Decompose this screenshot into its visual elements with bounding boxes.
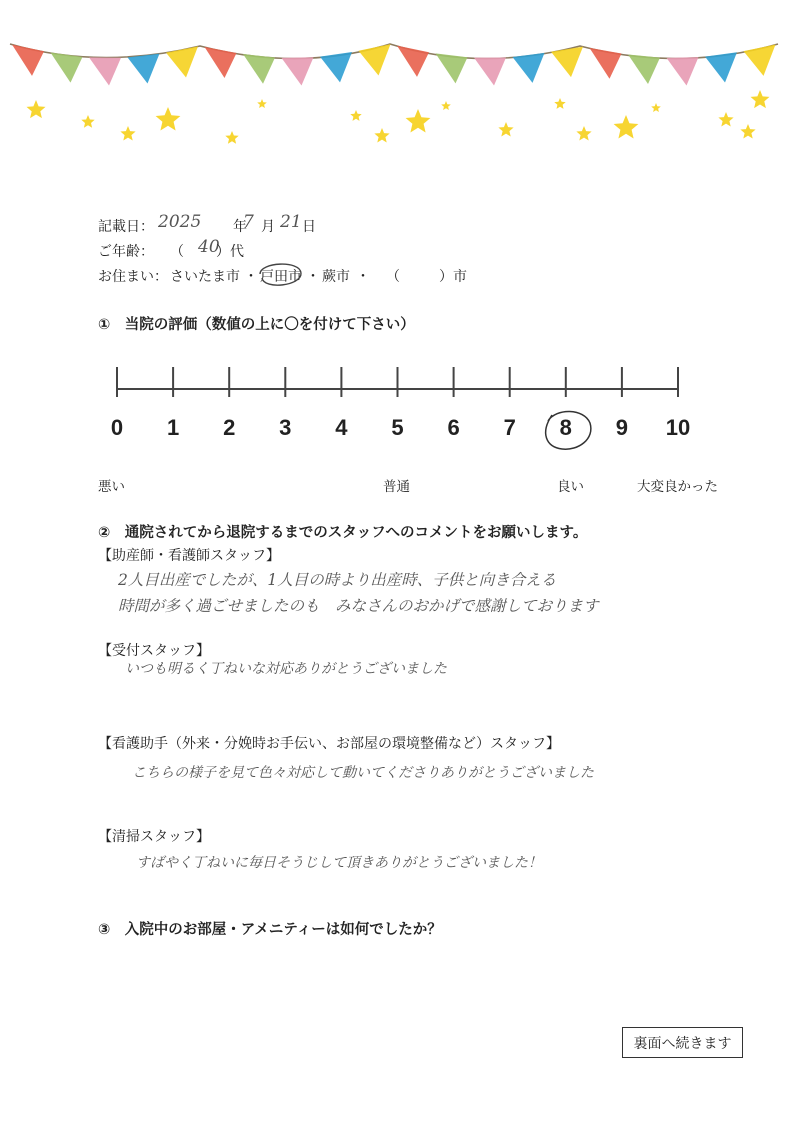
date-year-value[interactable]: 2025 bbox=[158, 212, 202, 232]
star-icon bbox=[120, 126, 135, 141]
date-label: 記載日： bbox=[98, 219, 154, 235]
star-icon bbox=[350, 110, 361, 121]
scale-number-5[interactable]: 5 bbox=[391, 415, 404, 440]
age-close-paren: ）代 bbox=[216, 244, 244, 260]
star-icon bbox=[614, 115, 639, 139]
cleaning-title: 【清掃スタッフ】 bbox=[98, 829, 210, 845]
bunting-flag bbox=[513, 53, 545, 83]
date-month-value[interactable]: 7 bbox=[243, 212, 254, 232]
section2-title: ② 通院されてから退院するまでのスタッフへのコメントをお願いします。 bbox=[98, 525, 588, 541]
bunting-flag bbox=[128, 54, 160, 84]
bunting-flag bbox=[705, 52, 737, 82]
section3-title: ③ 入院中のお部屋・アメニティーは如何でしたか？ bbox=[98, 922, 442, 938]
star-icon bbox=[718, 112, 733, 127]
star-icon bbox=[740, 124, 755, 139]
star-icon bbox=[554, 98, 565, 109]
star-icon bbox=[156, 107, 181, 131]
continue-on-back-box: 裏面へ続きます bbox=[622, 1027, 743, 1058]
scale-label-good: 良い bbox=[557, 479, 584, 495]
reception-title: 【受付スタッフ】 bbox=[98, 643, 210, 659]
address-option-saitama[interactable]: さいたま市 bbox=[170, 269, 240, 285]
bunting-flag bbox=[12, 44, 44, 75]
scale-number-7[interactable]: 7 bbox=[503, 415, 516, 440]
star-icon bbox=[498, 122, 513, 137]
star-icon bbox=[751, 90, 770, 108]
midwife-comment-line2[interactable]: 時間が多く過ごせましたのも みなさんのおかげで感謝しております bbox=[118, 597, 599, 615]
scale-number-3[interactable]: 3 bbox=[279, 415, 292, 440]
bunting-flag bbox=[397, 46, 429, 77]
bunting-flag bbox=[282, 57, 314, 85]
scale-number-8[interactable]: 8 bbox=[559, 415, 572, 440]
scale-label-bad: 悪い bbox=[98, 479, 125, 495]
scale-number-1[interactable]: 1 bbox=[166, 415, 180, 440]
address-separator: ・ bbox=[356, 269, 370, 285]
bunting-flag bbox=[744, 45, 776, 76]
star-icon bbox=[651, 103, 661, 112]
midwife-comment-line1[interactable]: 2人目出産でしたが、1人目の時より出産時、子供と向き合える bbox=[118, 571, 557, 589]
star-icon bbox=[441, 101, 451, 110]
scale-label-great: 大変良かった bbox=[637, 479, 718, 495]
scale-number-4[interactable]: 4 bbox=[335, 415, 348, 440]
nursing-assistant-title: 【看護助手（外来・分娩時お手伝い、お部屋の環境整備など）スタッフ】 bbox=[98, 736, 560, 752]
midwife-nurse-title: 【助産師・看護師スタッフ】 bbox=[98, 548, 280, 564]
scale-number-10[interactable]: 10 bbox=[665, 415, 691, 440]
address-other-open: （ bbox=[386, 269, 400, 285]
bunting-flag bbox=[89, 57, 121, 85]
star-icon bbox=[257, 99, 267, 108]
star-icon bbox=[406, 109, 431, 133]
bunting-flag bbox=[320, 52, 352, 82]
bunting-flag bbox=[359, 44, 391, 75]
star-icon bbox=[374, 128, 389, 143]
bunting-flag bbox=[551, 47, 583, 78]
bunting-flag bbox=[628, 54, 660, 84]
rating-selected-circle bbox=[538, 405, 596, 453]
bunting-flag bbox=[205, 47, 237, 78]
address-other-close[interactable]: ）市 bbox=[439, 269, 467, 285]
day-unit: 日 bbox=[302, 219, 316, 235]
star-icon bbox=[27, 100, 46, 118]
section1-title: ① 当院の評価（数値の上に〇を付けて下さい） bbox=[98, 317, 415, 333]
bunting-flag bbox=[243, 54, 275, 84]
star-icon bbox=[576, 126, 591, 141]
address-option-warabi[interactable]: 蕨市 bbox=[322, 269, 350, 285]
address-label: お住まい： bbox=[98, 269, 168, 285]
toda-selected-circle bbox=[254, 258, 306, 292]
bunting-decoration bbox=[0, 0, 800, 170]
age-value[interactable]: 40 bbox=[198, 237, 220, 257]
cleaning-comment[interactable]: すばやく丁ねいに毎日そうじして頂きありがとうございました！ bbox=[136, 855, 542, 871]
bunting-flag bbox=[667, 57, 699, 85]
age-label: ご年齢： bbox=[98, 244, 154, 260]
rating-scale-line bbox=[108, 355, 693, 405]
star-icon bbox=[225, 131, 238, 144]
scale-number-9[interactable]: 9 bbox=[615, 415, 629, 440]
scale-label-normal: 普通 bbox=[383, 479, 410, 495]
date-day-value[interactable]: 21 bbox=[280, 212, 302, 232]
address-option-toda[interactable]: 戸田市 bbox=[260, 269, 302, 285]
scale-number-2[interactable]: 2 bbox=[223, 415, 236, 440]
scale-number-6[interactable]: 6 bbox=[447, 415, 460, 440]
star-icon bbox=[81, 115, 94, 128]
bunting-flag bbox=[590, 48, 622, 79]
bunting-flag bbox=[474, 57, 506, 85]
year-unit: 年 bbox=[233, 219, 247, 235]
month-unit: 月 bbox=[261, 219, 275, 235]
bunting-flag bbox=[166, 46, 198, 77]
nursing-assistant-comment[interactable]: こちらの様子を見て色々対応して動いてくださりありがとうございました bbox=[132, 765, 594, 781]
bunting-flag bbox=[51, 52, 83, 82]
address-separator: ・ bbox=[244, 269, 258, 285]
age-open-paren: （ bbox=[170, 244, 184, 260]
address-separator: ・ bbox=[306, 269, 320, 285]
reception-comment[interactable]: いつも明るく丁ねいな対応ありがとうございました bbox=[125, 661, 447, 677]
scale-number-0[interactable]: 0 bbox=[110, 415, 124, 440]
bunting-flag bbox=[436, 53, 468, 83]
